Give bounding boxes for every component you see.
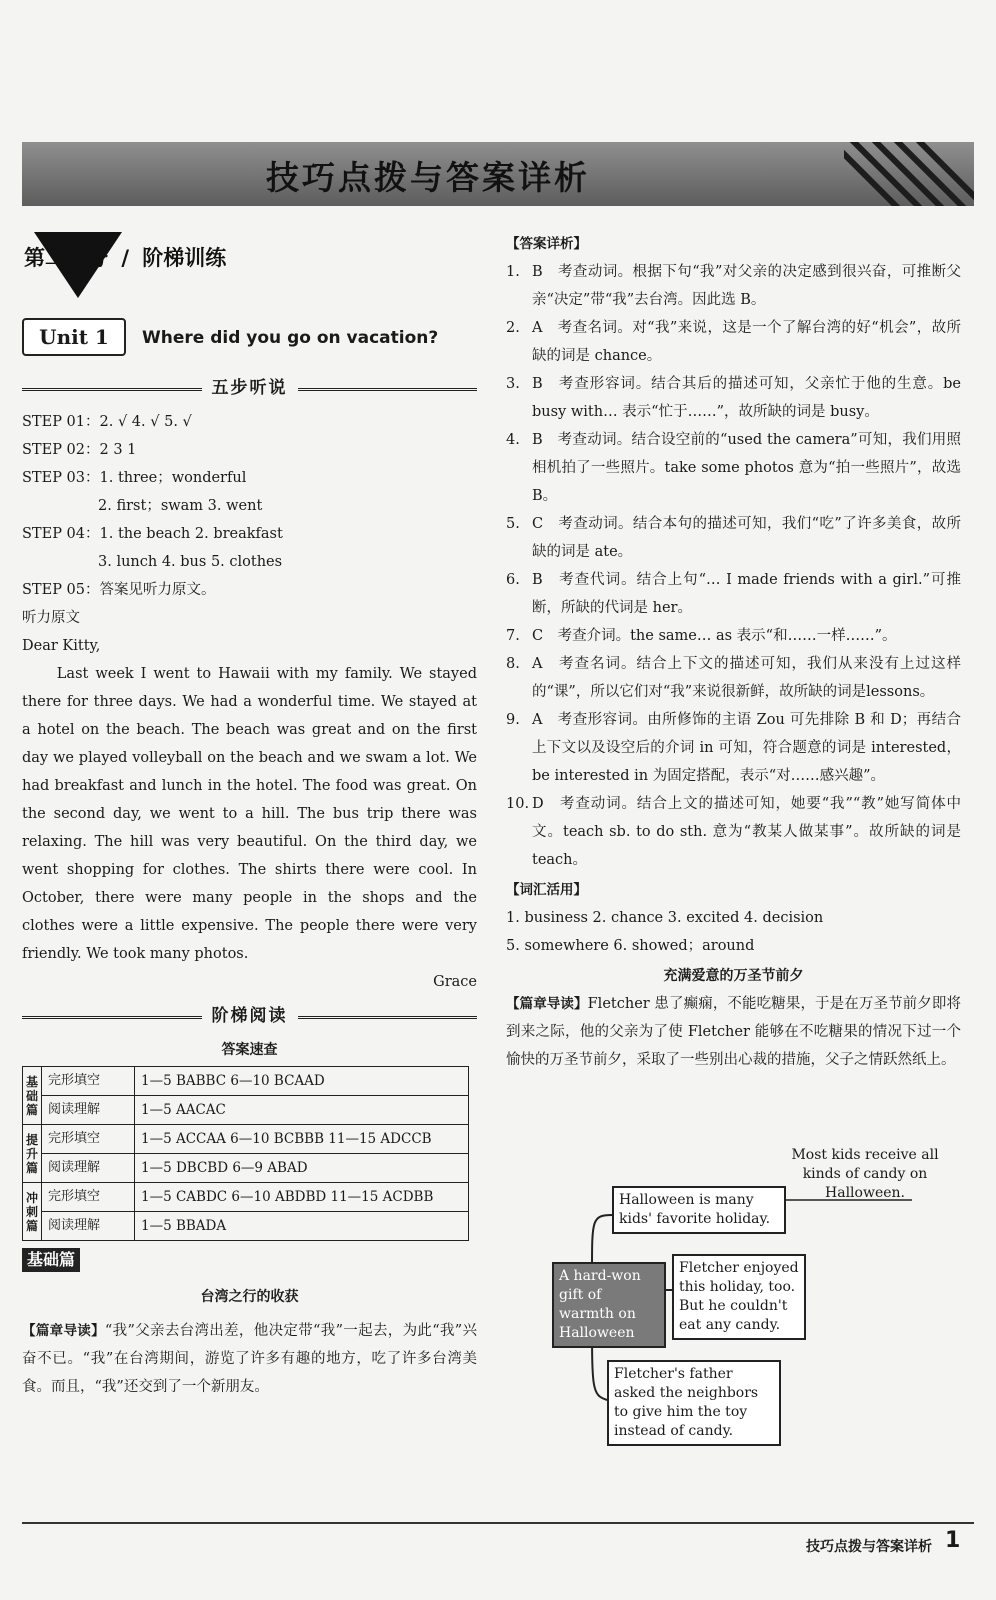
list-item: 3. B 考查形容词。结合其后的描述可知，父亲忙于他的生意。be busy with… 表示“忙于……”，故所缺的词是 busy。 bbox=[506, 376, 961, 420]
list-item: 6. B 考查代词。结合上句“… I made friends with a girl.”可推断，所缺的代词是 her。 bbox=[506, 572, 961, 616]
table-row: 冲刺篇 完形填空 1—5 CABDC 6—10 ABDBD 11—15 ACDBB bbox=[23, 1183, 469, 1212]
mind-map-node: Halloween is many kids' favorite holiday. bbox=[612, 1186, 786, 1234]
letter-salutation: Dear Kitty, bbox=[22, 638, 101, 654]
list-item: 10. D 考查动词。结合上文的描述可知，她要“我”“教”她写简体中文。teach sb. to do sth. 意为“教某人做某事”。故所缺的词是 teach。 bbox=[506, 796, 961, 868]
part-sub: 阶梯训练 bbox=[142, 246, 227, 270]
letter-signature: Grace bbox=[433, 974, 477, 990]
mind-map-node: Fletcher enjoyed this holiday, too. But he couldn't eat any candy. bbox=[672, 1254, 806, 1340]
list-item: 5. C 考查动词。结合本句的描述可知，我们“吃”了许多美食，故所缺的词是 ate。 bbox=[506, 516, 961, 560]
unit-title: Where did you go on vacation? bbox=[142, 328, 439, 348]
mind-map-node: Fletcher's father asked the neighbors to give him the toy instead of candy. bbox=[607, 1360, 781, 1446]
quick-answer-title: 答案速查 bbox=[221, 1042, 278, 1058]
part-heading: 第二部分 / 阶梯训练 bbox=[22, 228, 477, 300]
section-heading-reading: 阶梯阅读 bbox=[22, 1002, 477, 1032]
list-item: 4. B 考查动词。结合设空前的“used the camera”可知，我们用照相机拍了一些照片。take some photos 意为“拍一些照片”，故选 B。 bbox=[506, 432, 961, 504]
page-title: 技巧点拨与答案详析 bbox=[266, 158, 590, 197]
list-item: 9. A 考查形容词。由所修饰的主语 Zou 可先排除 B 和 D；再结合上下文以及设空后的介词 in 可知，符合题意的词是 interested，be interested in 为固定搭配，表示“对……感兴趣”。 bbox=[506, 712, 961, 784]
step-line: STEP 03：1. three；wonderful bbox=[22, 470, 247, 486]
letter-body: Last week I went to Hawaii with my family. We stayed there for three days. We had a wonderful time. We stayed at a hotel on the beach. The beach was great and on the first day we played volleyball on the beach and we swam a lot. We had breakfast and lunch in the hotel. The food was great. On the second day, we went to a hill. The bus trip there was relaxing. The hill was very beautiful. On the third day, we went shopping for clothes. The shirts there were cool. In October, there were many people in the shops and the clothes were a little expensive. The people there were very friendly. We took many photos. bbox=[22, 666, 477, 962]
vocab-line: 5. somewhere 6. showed；around bbox=[506, 938, 755, 954]
level-cell: 提升篇 bbox=[23, 1125, 42, 1183]
list-item: 8. A 考查名词。结合上下文的描述可知，我们从来没有上过这样的“课”，所以它们对“我”来说很新鲜，故所缺的词是lessons。 bbox=[506, 656, 961, 700]
table-row: 阅读理解 1—5 DBCBD 6—9 ABAD bbox=[23, 1154, 469, 1183]
unit-heading bbox=[22, 318, 477, 370]
unit-label: Unit 1 bbox=[22, 318, 126, 356]
step-line: STEP 05：答案见听力原文。 bbox=[22, 582, 216, 598]
basic-tag: 基础篇 bbox=[22, 1248, 80, 1272]
mind-map bbox=[552, 1147, 972, 1450]
part-label: 第二部分 bbox=[24, 246, 108, 270]
table-row: 基础篇 完形填空 1—5 BABBC 6—10 BCAAD bbox=[23, 1067, 469, 1096]
passage-guide: 【篇章导读】Fletcher 患了癫痫，不能吃糖果，于是在万圣节前夕即将到来之际，他的父亲为了使 Fletcher 能够在不吃糖果的情况下过一个愉快的万圣节前夕，采取了一些别出心裁的措施，父子之情跃然纸上。 bbox=[506, 996, 961, 1068]
header-banner bbox=[22, 142, 974, 206]
step-line: STEP 04：1. the beach 2. breakfast bbox=[22, 526, 283, 542]
vocab-label: 【词汇活用】 bbox=[506, 882, 587, 898]
analysis-label: 【答案详析】 bbox=[506, 236, 587, 252]
answer-table bbox=[22, 1066, 469, 1241]
script-title: 听力原文 bbox=[22, 610, 80, 626]
footer-rule bbox=[22, 1522, 974, 1524]
list-item: 1. B 考查动词。根据下句“我”对父亲的决定感到很兴奋，可推断父亲“决定”带“我”去台湾。因此选 B。 bbox=[506, 264, 961, 308]
passage-title: 台湾之行的收获 bbox=[200, 1289, 299, 1305]
passage-title: 充满爱意的万圣节前夕 bbox=[663, 968, 804, 984]
step-line: 2. first；swam 3. went bbox=[98, 498, 263, 514]
footer-text: 技巧点拨与答案详析 bbox=[806, 1539, 932, 1555]
list-item: 2. A 考查名词。对“我”来说，这是一个了解台湾的好“机会”，故所缺的词是 chance。 bbox=[506, 320, 961, 364]
table-row: 提升篇 完形填空 1—5 ACCAA 6—10 BCBBB 11—15 ADCCB bbox=[23, 1125, 469, 1154]
list-item: 7. C 考查介词。the same… as 表示“和……一样……”。 bbox=[506, 628, 897, 644]
page-number: 1 bbox=[945, 1528, 961, 1553]
step-line: 3. lunch 4. bus 5. clothes bbox=[98, 554, 283, 570]
banner-stripes bbox=[844, 142, 974, 206]
table-row: 阅读理解 1—5 BBADA bbox=[23, 1212, 469, 1241]
section-heading-listening: 五步听说 bbox=[22, 374, 477, 404]
level-cell: 冲刺篇 bbox=[23, 1183, 42, 1241]
passage-guide: 【篇章导读】“我”父亲去台湾出差，他决定带“我”一起去，为此“我”兴奋不已。“我”在台湾期间，游览了许多有趣的地方，吃了许多台湾美食。而且，“我”还交到了一个新朋友。 bbox=[22, 1323, 478, 1395]
left-column bbox=[22, 228, 477, 1401]
step-line: STEP 01：2. √ 4. √ 5. √ bbox=[22, 414, 192, 430]
mind-map-center: A hard-won gift of warmth on Halloween bbox=[552, 1262, 666, 1348]
right-column bbox=[506, 230, 961, 1074]
vocab-line: 1. business 2. chance 3. excited 4. decision bbox=[506, 910, 824, 926]
table-row: 阅读理解 1—5 AACAC bbox=[23, 1096, 469, 1125]
step-line: STEP 02：2 3 1 bbox=[22, 442, 137, 458]
level-cell: 基础篇 bbox=[23, 1067, 42, 1125]
mind-map-note: Most kids receive all kinds of candy on Halloween. bbox=[791, 1147, 939, 1201]
